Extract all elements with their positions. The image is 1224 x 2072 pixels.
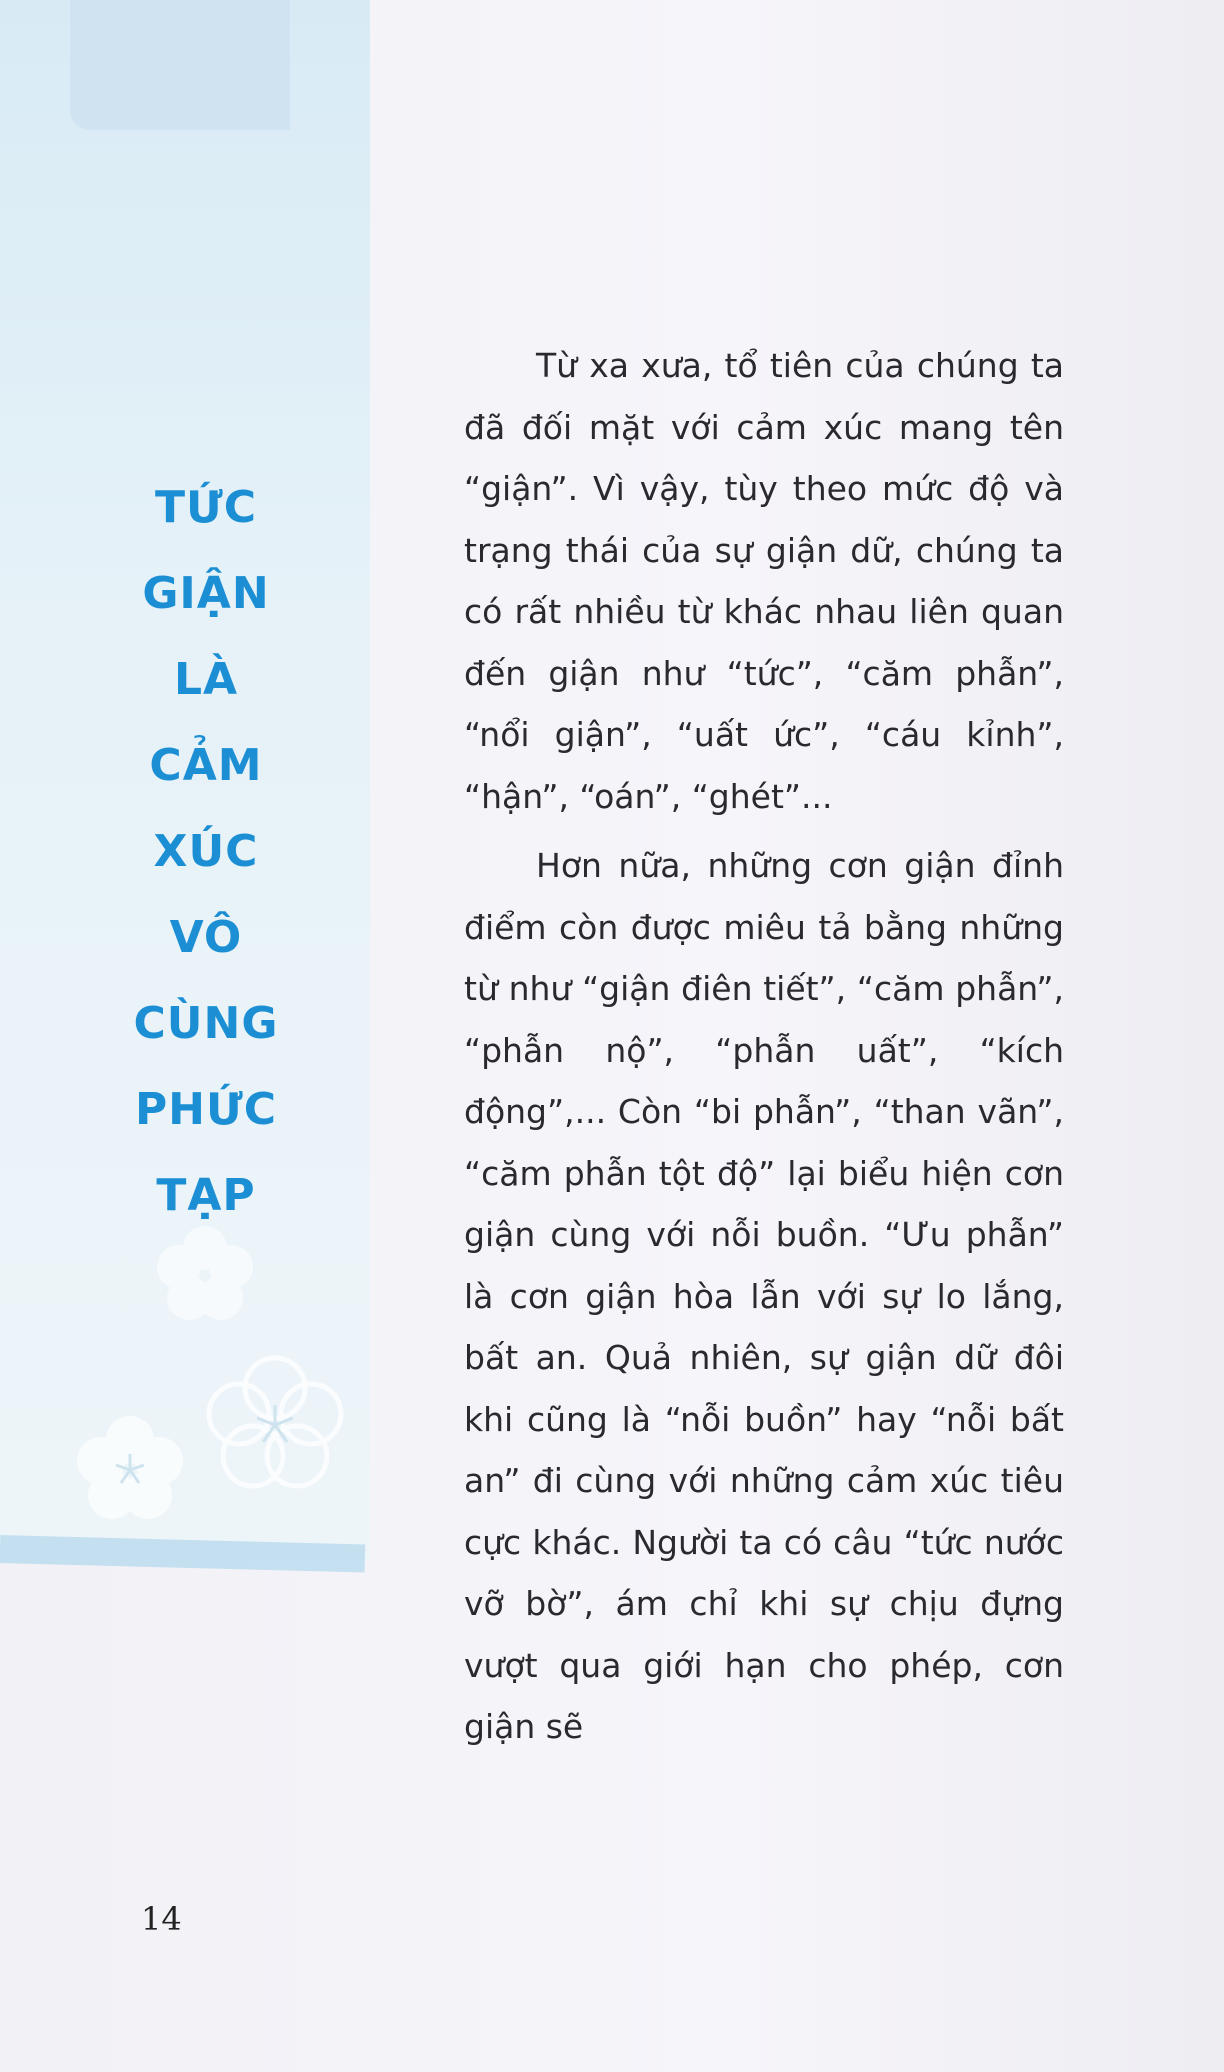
heading-word: CÙNG	[133, 998, 279, 1049]
side-panel-tab-decoration	[70, 0, 290, 130]
heading-word: VÔ	[169, 912, 243, 963]
heading-word: PHỨC	[134, 1084, 278, 1135]
body-text	[464, 335, 1064, 1758]
heading-word: XÚC	[153, 826, 259, 877]
body-paragraph: Từ xa xưa, tổ tiên của chúng ta đã đối mặt với cảm xúc mang tên “giận”. Vì vậy, tùy theo mức độ và trạng thái của sự giận dữ, chúng ta có rất nhiều từ khác nhau liên quan đến giận như “tức”, “căm phẫn”, “nổi giận”, “uất ức”, “cáu kỉnh”, “hận”, “oán”, “ghét”...	[464, 346, 1064, 816]
blossom-small-icon	[70, 1410, 190, 1530]
heading-word: LÀ	[173, 654, 239, 705]
chapter-heading	[0, 478, 412, 1252]
body-paragraph: Hơn nữa, những cơn giận đỉnh điểm còn được miêu tả bằng những từ như “giận điên tiết”, “căm phẫn”, “phẫn nộ”, “phẫn uất”, “kích động”,... Còn “bi phẫn”, “than vãn”, “căm phẫn tột độ” lại biểu hiện cơn giận cùng với nỗi buồn. “Ưu phẫn” là cơn giận hòa lẫn với sự lo lắng, bất an. Quả nhiên, sự giận dữ đôi khi cũng là “nỗi buồn” hay “nỗi bất an” đi cùng với những cảm xúc tiêu cực khác. Người ta có câu “tức nước vỡ bờ”, ám chỉ khi sự chịu đựng vượt qua giới hạn cho phép, cơn giận sẽ	[464, 846, 1064, 1746]
heading-word: CẢM	[149, 740, 263, 791]
heading-word: TỨC	[154, 482, 258, 533]
page-number: 14	[141, 1900, 182, 1938]
heading-word: GIẬN	[142, 568, 270, 619]
blossom-large-icon	[200, 1350, 350, 1500]
heading-word: TẠP	[156, 1170, 256, 1221]
